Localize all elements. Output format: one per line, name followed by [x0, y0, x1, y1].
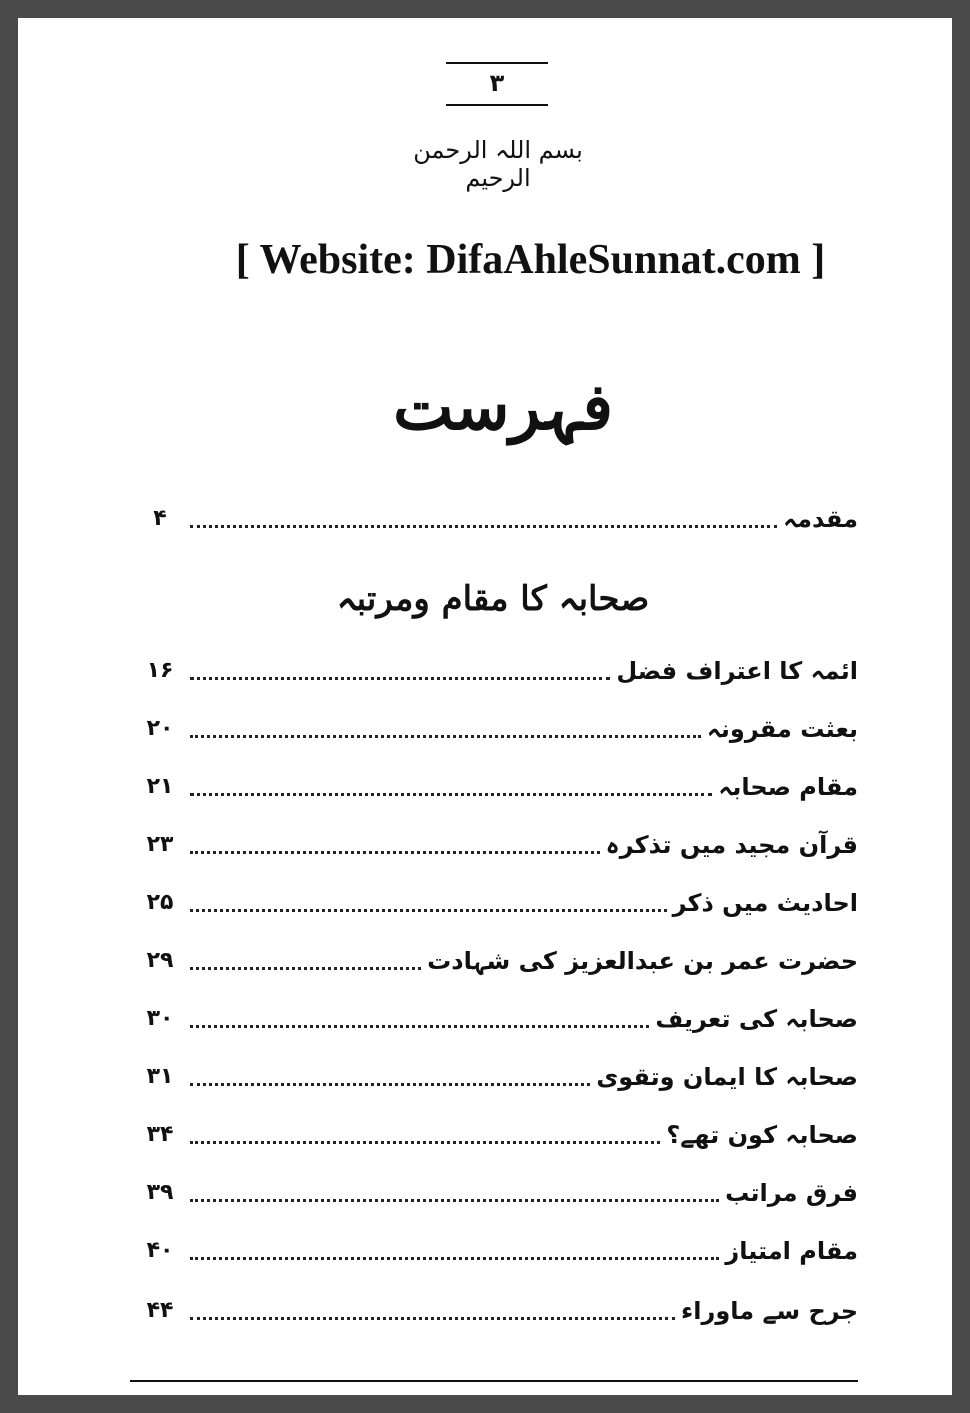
dot-leader: [190, 792, 712, 796]
dot-leader: [190, 850, 600, 854]
dot-leader: [190, 676, 610, 680]
dot-leader: [190, 966, 421, 970]
toc-entry: [138, 1170, 858, 1210]
toc-entry-page: ۲۰: [146, 716, 174, 741]
toc-entry-page: ۴: [153, 506, 167, 531]
basmala: بسم اللہ الرحمن الرحیم: [413, 136, 583, 192]
dot-leader: [190, 1024, 649, 1028]
toc-entry-label: جرح سے ماوراء: [681, 1297, 858, 1325]
toc-entry: [138, 1228, 858, 1268]
toc-entry-label: مقام صحابہ: [718, 773, 858, 801]
page-number: ۳: [489, 69, 505, 97]
toc-entry-label: صحابہ کا ایمان وتقوی: [596, 1063, 858, 1091]
toc-entry-page: ۱۶: [146, 658, 174, 683]
toc-entry: [138, 1054, 858, 1094]
toc-entry-page: ۴۰: [146, 1238, 174, 1263]
toc-entry-page: ۳۴: [146, 1122, 174, 1147]
dot-leader: [190, 1256, 719, 1260]
toc-entry-page: ۳۱: [146, 1064, 174, 1089]
website-banner: [ Website: DifaAhleSunnat.com ]: [235, 237, 826, 283]
toc-entry: [138, 1112, 858, 1152]
toc-entry-label: صحابہ کون تھے؟: [666, 1121, 858, 1149]
toc-entry-intro: [138, 496, 858, 536]
toc-entry-label: مقدمہ: [783, 505, 858, 533]
toc-entry: [138, 822, 858, 862]
toc-entry: [138, 648, 858, 688]
toc-entry-page: ۳۹: [146, 1180, 174, 1205]
dot-leader: [190, 1140, 660, 1144]
toc-entry-label: مقام امتیاز: [725, 1237, 858, 1265]
toc-entry-page: ۲۵: [146, 890, 174, 915]
toc-entry: [138, 938, 858, 978]
toc-entry-label: فرق مراتب: [725, 1179, 858, 1207]
section-heading: صحابہ کا مقام ومرتبہ: [336, 579, 650, 619]
dot-leader: [190, 1198, 719, 1202]
toc-entry-page: ۲۹: [146, 948, 174, 973]
toc-entry: [138, 1288, 858, 1328]
toc-entry: [138, 880, 858, 920]
toc-entry-page: ۳۰: [146, 1006, 174, 1031]
toc-entry-label: قرآن مجید میں تذکرہ: [605, 831, 858, 859]
toc-entry-label: صحابہ کی تعریف: [655, 1005, 858, 1033]
page-number-box: [446, 62, 548, 106]
toc-entry-page: ۲۱: [146, 774, 174, 799]
toc-entry-label: ائمہ کا اعتراف فضل: [616, 657, 858, 685]
dot-leader: [190, 524, 777, 528]
dot-leader: [190, 734, 701, 738]
dot-leader: [190, 1316, 675, 1320]
bottom-rule: [130, 1380, 858, 1382]
toc-entry: [138, 764, 858, 804]
toc-entry-page: ۲۳: [146, 832, 174, 857]
toc-entry: [138, 706, 858, 746]
toc-entry-label: بعثت مقرونہ: [706, 715, 858, 743]
toc-title: فہرست: [393, 370, 613, 445]
toc-entry-page: ۴۴: [146, 1298, 174, 1323]
dot-leader: [190, 908, 667, 912]
toc-entry-label: حضرت عمر بن عبدالعزیز کی شہادت: [427, 947, 858, 975]
toc-entry: [138, 996, 858, 1036]
dot-leader: [190, 1082, 590, 1086]
toc-entry-label: احادیث میں ذکر: [672, 889, 858, 917]
